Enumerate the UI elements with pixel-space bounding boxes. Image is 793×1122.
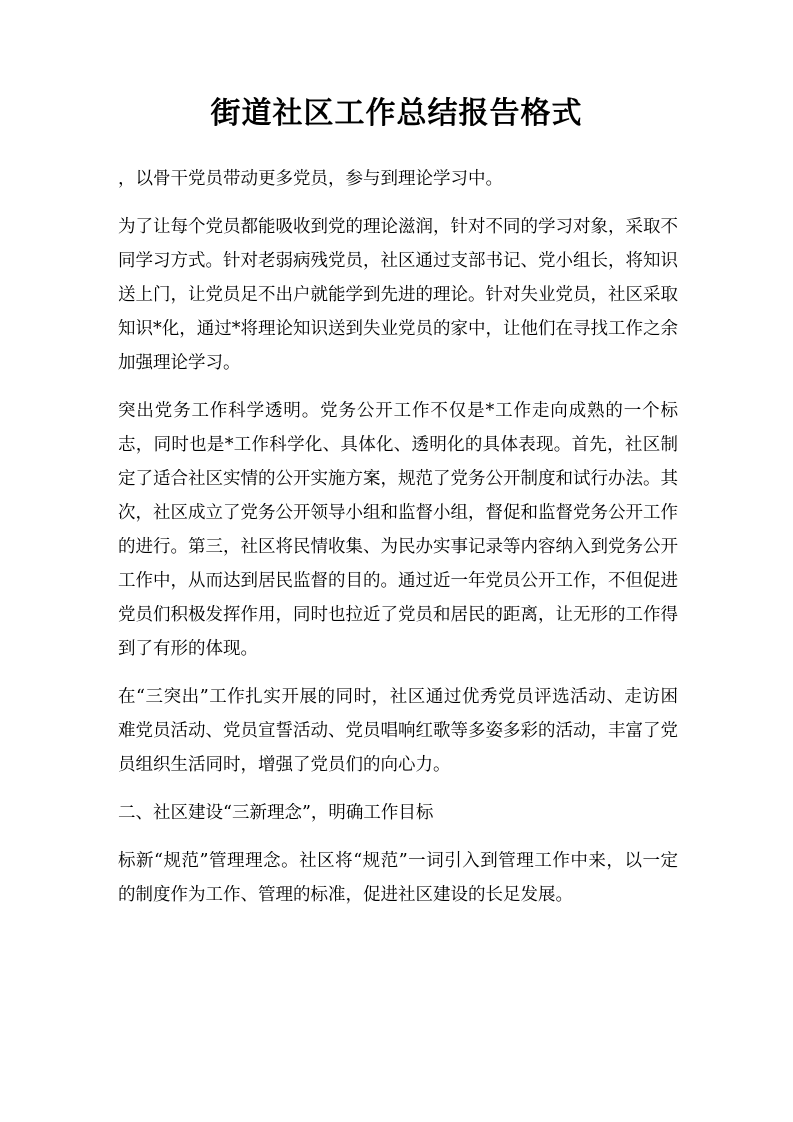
paragraph-5: 标新“规范”管理理念。社区将“规范”一词引入到管理工作中来，以一定的制度作为工作、管理的标准，促进社区建设的长足发展。 (118, 851, 678, 905)
document-title: 街道社区工作总结报告格式 (210, 96, 583, 131)
document-body (118, 162, 678, 926)
paragraph-3: 突出党务工作科学透明。党务公开工作不仅是*工作走向成熟的一个标志，同时也是*工作科学化、具体化、透明化的具体表现。首先，社区制定了适合社区实情的公开实施方案，规范了党务公开制度和试行办法。其次，社区成立了党务公开领导小组和监督小组，督促和监督党务公开工作的进行。第三，社区将民情收集、为民办实事记录等内容纳入到党务公开工作中，从而达到居民监督的目的。通过近一年党员公开工作，不但促进党员们积极发挥作用，同时也拉近了党员和居民的距离，让无形的工作得到了有形的体现。 (118, 401, 678, 659)
paragraph-4: 在“三突出”工作扎实开展的同时，社区通过优秀党员评选活动、走访困难党员活动、党员宣誓活动、党员唱响红歌等多姿多彩的活动，丰富了党员组织生活同时，增强了党员们的向心力。 (118, 687, 678, 775)
paragraph-2: 为了让每个党员都能吸收到党的理论滋润，针对不同的学习对象，采取不同学习方式。针对老弱病残党员，社区通过支部书记、党小组长，将知识送上门，让党员足不出户就能学到先进的理论。针对失业党员，社区采取知识*化，通过*将理论知识送到失业党员的家中，让他们在寻找工作之余加强理论学习。 (118, 217, 678, 373)
paragraph-1: ，以骨干党员带动更多党员，参与到理论学习中。 (118, 169, 503, 189)
section-heading-2: 二、社区建设“三新理念”，明确工作目标 (118, 803, 434, 823)
